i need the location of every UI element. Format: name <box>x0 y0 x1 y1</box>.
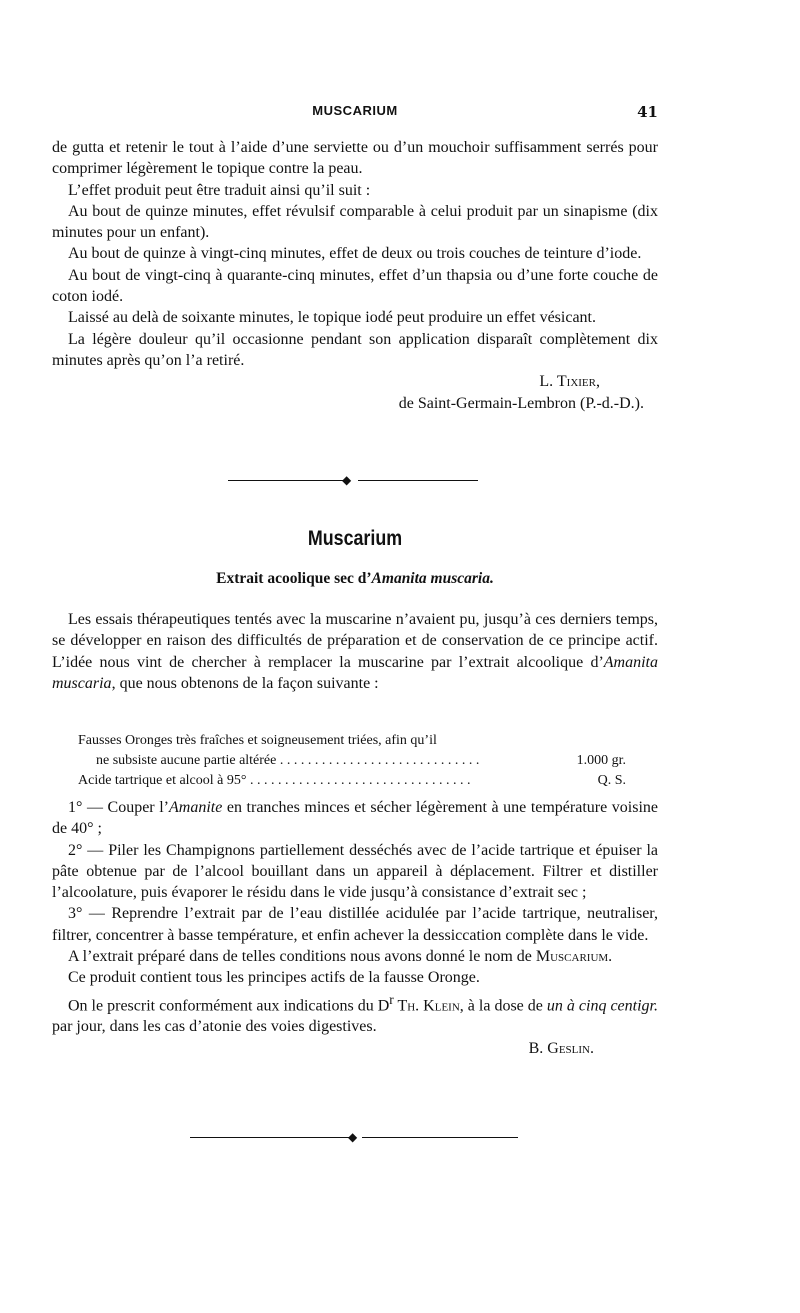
recipe-row: ne subsiste aucune partie altérée . . . . . . . . . . . . . . . . . . . . . . . . . . . . . 1.000 gr. <box>96 753 626 768</box>
recipe-row: Acide tartrique et alcool à 95° . . . . . . . . . . . . . . . . . . . . . . . . . . . . . . . . Q. S. <box>78 773 626 788</box>
step-2: 2° — Piler les Champignons partiellement desséchés avec de l’acide tartrique et épuiser la pâte obtenue par de l’alcool bouillant dans un appareil à déplacement. Filtrer et distiller l’alcoolature, puis évaporer le résidu dans le vide jusqu’à consistance d’extrait sec ; <box>52 841 658 902</box>
paragraph: L’effet produit peut être traduit ainsi qu’il suit : <box>68 181 371 199</box>
article-subtitle: Extrait acoolique sec d’Amanita muscaria. <box>216 570 494 587</box>
end-rule-left <box>190 1137 350 1138</box>
author-signature: B. Geslin. <box>528 1039 594 1057</box>
end-diamond-icon: ◆ <box>348 1130 358 1144</box>
article-title: Muscarium <box>307 527 403 550</box>
recipe-row: Fausses Oronges très fraîches et soigneusement triées, afin qu’il <box>78 733 437 748</box>
running-title: MUSCARIUM <box>312 103 398 118</box>
page-number: 41 <box>637 103 658 121</box>
recipe-list <box>78 731 626 791</box>
paragraph: Laissé au delà de soixante minutes, le topique iodé peut produire un effet vésicant. <box>68 309 596 327</box>
end-rule-right <box>362 1137 518 1138</box>
closing-paragraph: On le prescrit conformément aux indications du $D^r$ Th. Klein, à la dose de un à cinq centigr. par jour, dans les cas d’atonie des voies digestives. <box>52 991 659 1036</box>
paragraph: Au bout de quinze à vingt-cinq minutes, effet de deux ou trois couches de teinture d’iode. <box>68 245 642 263</box>
separator-diamond-icon: ◆ <box>342 473 352 487</box>
author-signature: L. Tixier, <box>539 373 600 391</box>
paragraph: Au bout de quinze minutes, effet révulsif comparable à celui produit par un sinapisme (dix minutes pour un enfant). <box>52 202 658 242</box>
separator-rule-left <box>228 480 348 481</box>
article-intro <box>52 609 658 694</box>
separator-rule-right <box>358 480 478 481</box>
continued-article <box>52 137 658 414</box>
running-header <box>52 103 658 125</box>
closing-paragraph: Ce produit contient tous les principes actifs de la fausse Oronge. <box>68 969 480 987</box>
paragraph: de gutta et retenir le tout à l’aide d’une serviette ou d’un mouchoir suffisamment serrés pour comprimer légèrement le topique contre la peau. <box>52 139 658 178</box>
intro-paragraph: Les essais thérapeutiques tentés avec la muscarine n’avaient pu, jusqu’à ces derniers temps, se développer en raison des difficultés de préparation et de conservation de ce principe actif. L’idée nous vint de chercher à remplacer la muscarine par l’extrait alcoolique d’Amanita muscaria, que nous obtenons de la façon suivante : <box>52 611 658 692</box>
preparation-steps <box>52 797 658 1059</box>
step-1: 1° — Couper l’Amanite en tranches minces et sécher légèrement à une température voisine de 40° ; <box>52 799 658 838</box>
closing-paragraph: A l’extrait préparé dans de telles conditions nous avons donné le nom de Muscarium. <box>68 948 613 966</box>
author-location: de Saint-Germain-Lembron (P.-d.-D.). <box>398 394 644 412</box>
step-3: 3° — Reprendre l’extrait par de l’eau distillée acidulée par l’acide tartrique, neutraliser, filtrer, concentrer à basse température, et enfin achever la dessiccation complète dans le vide. <box>52 905 658 944</box>
paragraph: Au bout de vingt-cinq à quarante-cinq minutes, effet d’un thapsia ou d’une forte couche de coton iodé. <box>52 266 658 306</box>
paragraph: La légère douleur qu’il occasionne pendant son application disparaît complètement dix minutes après qu’on l’a retiré. <box>52 330 658 369</box>
